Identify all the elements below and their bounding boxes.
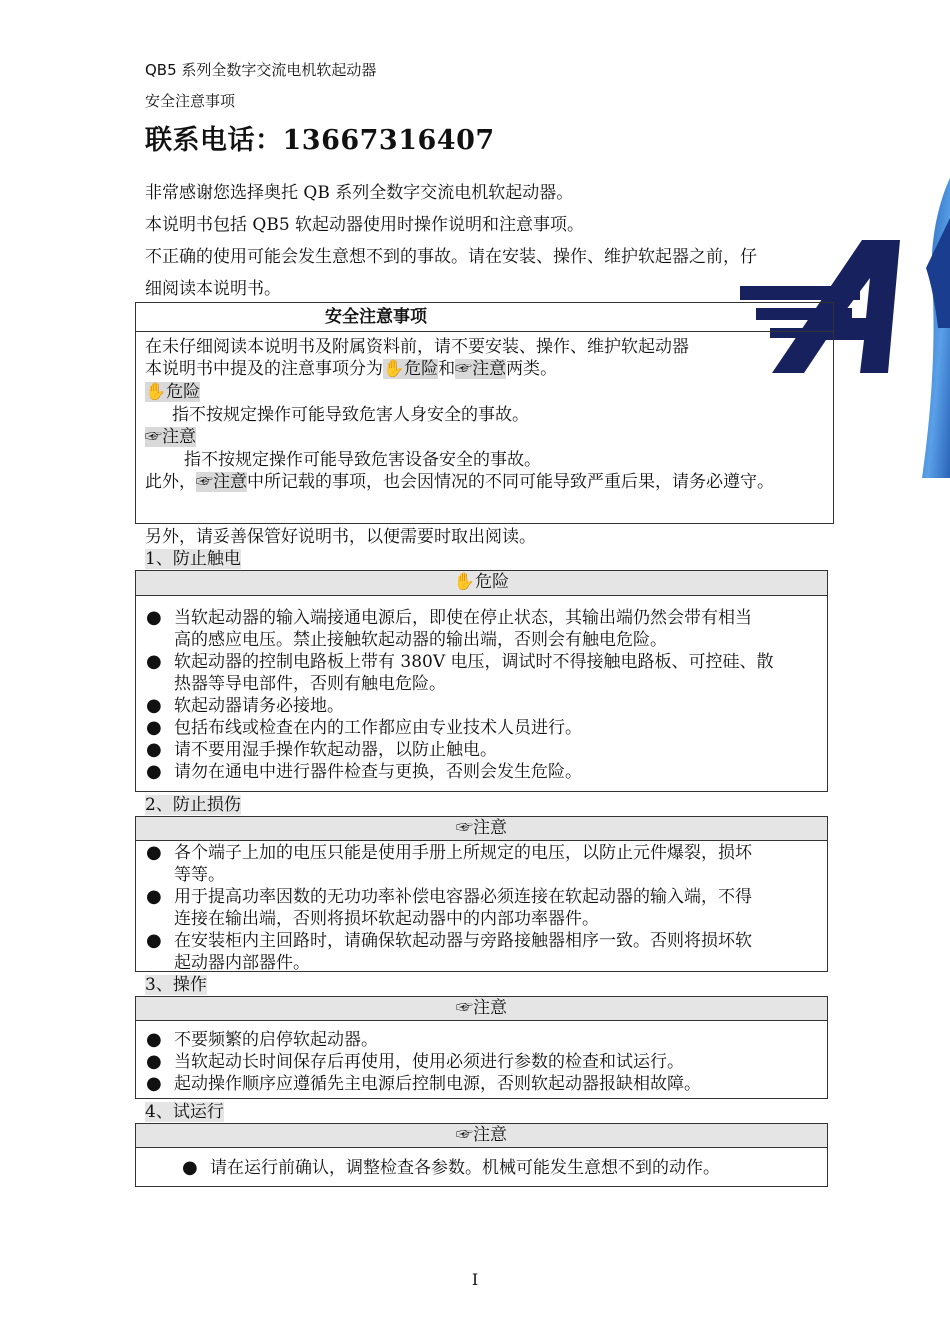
- caution-label: [145, 426, 196, 448]
- list-item: 软起动器请务必接地。: [174, 696, 344, 716]
- pointing-hand-icon: ☞: [145, 427, 162, 447]
- caution-tag-text: 注意: [472, 359, 507, 379]
- pointing-hand-icon: ☞: [456, 1125, 473, 1145]
- list-item: 包括布线或检查在内的工作都应由专业技术人员进行。: [174, 718, 582, 738]
- section-4-box: [135, 1123, 828, 1187]
- hand-icon: ✋: [453, 572, 476, 592]
- section-4-title-text: 4、试运行: [145, 1102, 224, 1122]
- bullet: ●: [146, 651, 162, 672]
- intro-line-4: 细阅读本说明书。: [145, 279, 281, 299]
- bullet: ●: [146, 607, 162, 628]
- section-4-title: [145, 1101, 224, 1123]
- line2-post: 两类。: [506, 359, 558, 379]
- safety-box-line-2: [145, 358, 557, 380]
- section-3-box: [135, 996, 828, 1099]
- hand-icon: ✋: [383, 359, 405, 379]
- bullet: ●: [146, 717, 162, 738]
- section-1-title-text: 1、防止触电: [145, 549, 241, 569]
- bullet: ●: [146, 1051, 162, 1072]
- list-item: 起动操作顺序应遵循先主电源后控制电源，否则软起动器报缺相故障。: [174, 1074, 701, 1094]
- danger-label: [145, 381, 200, 403]
- bullet: ●: [146, 1073, 162, 1094]
- intro-line-3: 不正确的使用可能会发生意想不到的事故。请在安装、操作、维护软起器之前，仔: [145, 247, 757, 267]
- section-1-title: [145, 548, 241, 570]
- bullet: ●: [146, 842, 162, 863]
- page-number: I: [471, 1270, 479, 1289]
- keep-manual-note: 另外，请妥善保管好说明书，以便需要时取出阅读。: [145, 527, 536, 547]
- intro-line-2: 本说明书包括 QB5 软起动器使用时操作说明和注意事项。: [145, 215, 585, 235]
- section-3-title: [145, 974, 207, 996]
- list-item: 不要频繁的启停软起动器。: [174, 1030, 378, 1050]
- list-item: 软起动器的控制电路板上带有 380V 电压，调试时不得接触电路板、可控硅、散 热器等导电部件，否则有触电危险。: [174, 652, 774, 694]
- caution-tag-inline-2: [196, 472, 247, 492]
- pointing-hand-icon: ☞: [456, 818, 473, 838]
- bullet: ●: [146, 761, 162, 782]
- section-2-box: [135, 816, 828, 972]
- last-line-pre: 此外，: [145, 472, 196, 492]
- list-item: 当软起动长时间保存后再使用，使用必须进行参数的检查和试运行。: [174, 1052, 684, 1072]
- bullet: ●: [146, 1029, 162, 1050]
- section-2-title: [145, 794, 241, 816]
- last-line-post: 中所记载的事项，也会因情况的不同可能导致严重后果，请务必遵守。: [247, 472, 774, 492]
- list-item: 请勿在通电中进行器件检查与更换，否则会发生危险。: [174, 762, 582, 782]
- list-item: 在安装柜内主回路时，请确保软起动器与旁路接触器相序一致。否则将损坏软 起动器内部器件。: [174, 931, 752, 973]
- bullet: ●: [146, 886, 162, 907]
- danger-label-text: 危险: [166, 382, 201, 402]
- bullet: ●: [146, 695, 162, 716]
- section-3-tag: [136, 997, 827, 1021]
- list-item: 请不要用湿手操作软起动器，以防止触电。: [174, 740, 497, 760]
- pointing-hand-icon: ☞: [455, 359, 473, 379]
- section-title: 安全注意事项: [145, 92, 236, 110]
- product-title: QB5 系列全数字交流电机软起动器: [145, 61, 377, 79]
- list-item: 当软起动器的输入端接通电源后，即使在停止状态，其输出端仍然会带有相当 高的感应电压。禁止接触软起动器的输出端，否则会有触电危险。: [174, 608, 752, 650]
- caution-description: 指不按规定操作可能导致危害设备安全的事故。: [184, 450, 541, 470]
- line2-pre: 本说明书中提及的注意事项分为: [145, 359, 383, 379]
- safety-notice-box: [135, 302, 834, 524]
- danger-description: 指不按规定操作可能导致危害人身安全的事故。: [172, 405, 529, 425]
- bullet: ●: [146, 930, 162, 951]
- section-1-box: [135, 570, 828, 792]
- safety-box-line-1: 在未仔细阅读本说明书及附属资料前，请不要安装、操作、维护软起动器: [145, 337, 689, 357]
- hand-icon: ✋: [145, 382, 167, 402]
- section-2-tag-text: 注意: [473, 818, 507, 838]
- section-2-tag: [136, 817, 827, 841]
- list-item: 用于提高功率因数的无功功率补偿电容器必须连接在软起动器的输入端，不得 连接在输出端，否则将损坏软起动器中的内部功率器件。: [174, 887, 752, 929]
- line2-mid: 和: [438, 359, 456, 379]
- section-4-tag: [136, 1124, 827, 1148]
- safety-box-last-line: [145, 471, 774, 493]
- bullet: ●: [146, 739, 162, 760]
- intro-line-1: 非常感谢您选择奥托 QB 系列全数字交流电机软起动器。: [145, 183, 574, 203]
- pointing-hand-icon: ☞: [196, 472, 213, 492]
- danger-tag-text: 危险: [404, 359, 439, 379]
- caution-tag-inline: [455, 359, 506, 379]
- contact-phone: 联系电话：13667316407: [145, 125, 495, 156]
- section-1-tag-text: 危险: [475, 572, 510, 592]
- safety-box-heading-rule: [616, 303, 833, 332]
- section-1-tag: [136, 571, 827, 596]
- pointing-hand-icon: ☞: [456, 998, 473, 1018]
- bullet: ●: [182, 1157, 198, 1178]
- safety-box-heading: 安全注意事项: [136, 303, 616, 332]
- section-2-title-text: 2、防止损伤: [145, 795, 241, 815]
- caution-label-text: 注意: [162, 427, 196, 447]
- danger-tag-inline: [383, 359, 438, 379]
- section-3-title-text: 3、操作: [145, 975, 207, 995]
- section-3-tag-text: 注意: [473, 998, 507, 1018]
- caution-tag-text-2: 注意: [213, 472, 247, 492]
- list-item: 请在运行前确认，调整检查各参数。机械可能发生意想不到的动作。: [210, 1158, 720, 1178]
- list-item: 各个端子上加的电压只能是使用手册上所规定的电压，以防止元件爆裂，损坏 等等。: [174, 843, 752, 885]
- section-4-tag-text: 注意: [473, 1125, 507, 1145]
